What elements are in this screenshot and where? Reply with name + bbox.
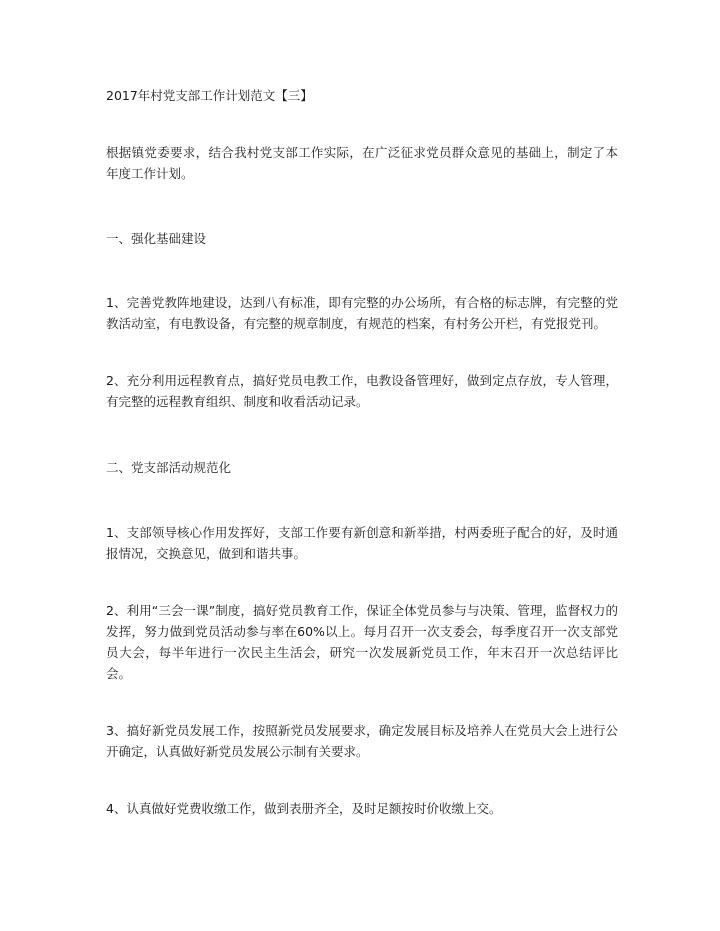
section2-item-2: 2、利用“三会一课”制度，搞好党员教育工作，保证全体党员参与与决策、管理，监督权力的发挥，努力做到党员活动参与率在60%以上。每月召开一次支委会，每季度召开一次支部党员大会，每半年进行一次民主生活会，研究一次发展新党员工作，年末召开一次总结评比会。 bbox=[106, 603, 618, 681]
section2-item-1: 1、支部领导核心作用发挥好，支部工作要有新创意和新举措，村两委班子配合的好，及时通报情况，交换意见，做到和谐共事。 bbox=[106, 525, 618, 561]
section2-item-3: 3、搞好新党员发展工作，按照新党员发展要求，确定发展目标及培养人在党员大会上进行公开确定，认真做好新党员发展公示制有关要求。 bbox=[106, 723, 618, 759]
intro-paragraph: 根据镇党委要求，结合我村党支部工作实际，在广泛征求党员群众意见的基础上，制定了本年度工作计划。 bbox=[106, 145, 618, 181]
section2-item-4: 4、认真做好党费收缴工作，做到表册齐全，及时足额按时价收缴上交。 bbox=[106, 801, 502, 816]
section-heading-1: 一、强化基础建设 bbox=[106, 231, 207, 246]
section1-item-1: 1、完善党教阵地建设，达到八有标准，即有完整的办公场所，有合格的标志牌，有完整的党教活动室，有电教设备，有完整的规章制度，有规范的档案，有村务公开栏，有党报党刊。 bbox=[106, 295, 618, 331]
section1-item-2: 2、充分利用远程教育点，搞好党员电教工作，电教设备管理好，做到定点存放，专人管理，有完整的远程教育组织、制度和收看活动记录。 bbox=[106, 373, 618, 409]
section-heading-2: 二、党支部活动规范化 bbox=[106, 460, 232, 475]
document-title: 2017年村党支部工作计划范文【三】 bbox=[106, 88, 313, 103]
document-body bbox=[106, 86, 618, 819]
